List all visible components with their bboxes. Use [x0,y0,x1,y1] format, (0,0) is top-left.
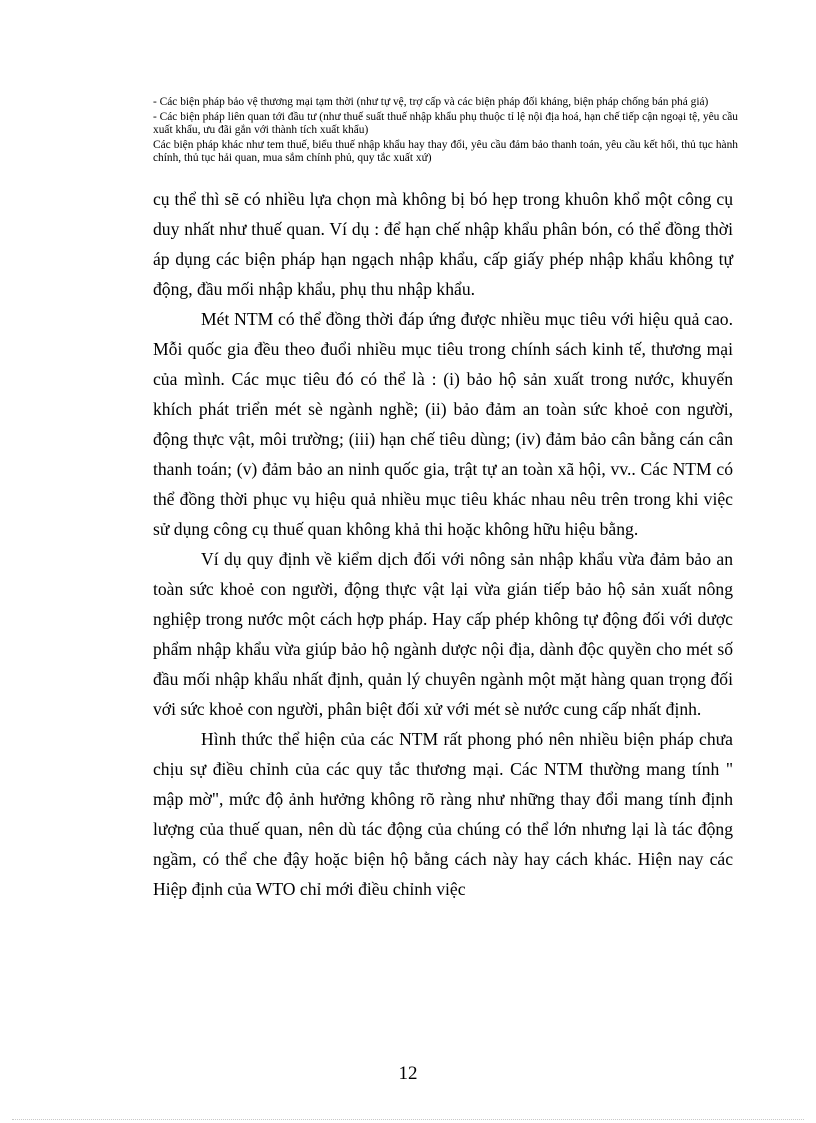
footnote-other-measures: Các biện pháp khác như tem thuế, biểu thuế nhập khẩu hay thay đổi, yêu cầu đảm bảo thanh toán, yêu cầu kết hối, thủ tục hành chính, thủ tục hải quan, mua sắm chính phủ, quy tắc xuất xứ) [153,139,738,164]
page-bottom-divider [12,1119,804,1120]
paragraph-example-quarantine: Ví dụ quy định về kiểm dịch đối với nông sản nhập khẩu vừa đảm bảo an toàn sức khoẻ con người, động thực vật lại vừa gián tiếp bảo hộ sản xuất nông nghiệp trong nước một cách hợp pháp. Hay cấp phép không tự động đối với dược phẩm nhập khẩu vừa giúp bảo hộ ngành dược nội địa, dành độc quyền cho mét số đầu mối nhập khẩu nhất định, quản lý chuyên ngành một mặt hàng quan trọng đối với sức khoẻ con người, phân biệt đối xử với mét sè nước cung cấp nhất định. [153,549,733,719]
footnote-block [153,96,738,167]
paragraph-multiple-objectives: Mét NTM có thể đồng thời đáp ứng được nhiều mục tiêu với hiệu quả cao. Mỗi quốc gia đều theo đuổi nhiều mục tiêu trong chính sách kinh tế, thương mại của mình. Các mục tiêu đó có thể là : (i) bảo hộ sản xuất trong nước, khuyến khích phát triển mét sè ngành nghề; (ii) bảo đảm an toàn sức khoẻ con người, động thực vật, môi trường; (iii) hạn chế tiêu dùng; (iv) đảm bảo cân bằng cán cân thanh toán; (v) đảm bảo an ninh quốc gia, trật tự an toàn xã hội, vv.. Các NTM có thể đồng thời phục vụ hiệu quả nhiều mục tiêu khác nhau nêu trên trong khi việc sử dụng công cụ thuế quan không khả thi hoặc không hữu hiệu bằng. [153,309,733,539]
paragraph-forms-of-ntm: Hình thức thể hiện của các NTM rất phong phó nên nhiều biện pháp chưa chịu sự điều chỉnh của các quy tắc thương mại. Các NTM thường mang tính " mập mờ", mức độ ảnh hưởng không rõ ràng như những thay đổi mang tính định lượng của thuế quan, nên dù tác động của chúng có thể lớn nhưng lại là tác động ngầm, có thể che đậy hoặc biện hộ bằng cách này hay cách khác. Hiện nay các Hiệp định của WTO chỉ mới điều chỉnh việc [153,729,733,899]
footnote-investment-measures: - Các biện pháp liên quan tới đầu tư (như thuế suất thuế nhập khẩu phụ thuộc tỉ lệ nội địa hoá, hạn chế tiếp cận ngoại tệ, yêu cầu xuất khẩu, ưu đãi gắn với thành tích xuất khẩu) [153,111,738,136]
page-number: 12 [398,1063,418,1084]
body-text [153,184,733,904]
paragraph-continuation: cụ thể thì sẽ có nhiều lựa chọn mà không bị bó hẹp trong khuôn khổ một công cụ duy nhất như thuế quan. Ví dụ : để hạn chế nhập khẩu phân bón, có thể đồng thời áp dụng các biện pháp hạn ngạch nhập khẩu, cấp giấy phép nhập khẩu không tự động, đầu mối nhập khẩu, phụ thu nhập khẩu. [153,189,733,299]
footnote-trade-remedies: - Các biện pháp bảo vệ thương mại tạm thời (như tự vệ, trợ cấp và các biện pháp đối kháng, biện pháp chống bán phá giá) [153,96,709,108]
